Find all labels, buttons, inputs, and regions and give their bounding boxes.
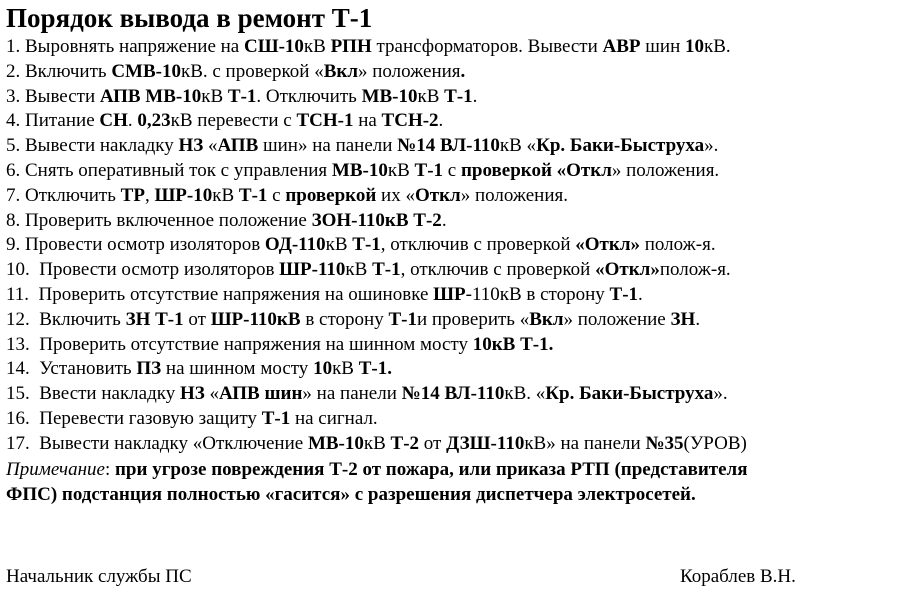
step-number: 13. xyxy=(6,333,30,355)
step-text-bold: АПВ МВ-10 xyxy=(99,85,202,107)
step-text-bold: ТР xyxy=(120,184,145,206)
step-text-bold: ТСН-1 xyxy=(296,110,354,132)
step-text-bold: ЗН Т-1 xyxy=(125,308,184,330)
step-text: . xyxy=(127,110,138,132)
note-label: Примечание xyxy=(6,458,105,480)
step-text-bold: ДЗШ-110 xyxy=(446,432,525,454)
step-number: 1. xyxy=(6,36,21,57)
step-text-bold: №14 ВЛ-110 xyxy=(401,383,505,405)
step-text: с xyxy=(267,184,286,206)
step-text: Проверить отсутствие напряжения на ошиновке xyxy=(38,283,434,305)
procedure-step xyxy=(6,258,906,283)
step-text: кВ» на панели xyxy=(524,432,646,454)
note-text-line-2: ФПС) подстанция полностью «гасится» с разрешения диспетчера электросетей. xyxy=(6,483,696,505)
step-number: 14. xyxy=(6,358,30,380)
step-text-bold: ПЗ xyxy=(136,358,162,380)
procedure-step xyxy=(6,209,906,234)
procedure-step xyxy=(6,283,906,308)
step-number: 12. xyxy=(6,308,30,330)
step-text: » положение xyxy=(563,308,671,330)
step-text: . xyxy=(638,283,643,305)
step-text: Провести осмотр изоляторов xyxy=(39,259,280,281)
signer-position: Начальник службы ПС xyxy=(6,566,192,587)
step-text: кВ перевести с xyxy=(170,110,297,132)
step-text: Ввести накладку xyxy=(39,383,180,405)
step-text-bold: РПН xyxy=(330,36,372,57)
step-text-bold: АПВ шин xyxy=(219,383,303,405)
step-text: « xyxy=(204,383,220,405)
step-text: на сигнал. xyxy=(290,407,378,429)
step-text: ». xyxy=(713,383,728,405)
step-number: 2. xyxy=(6,60,21,82)
step-text: Питание xyxy=(25,110,100,132)
step-text: шин» на панели xyxy=(258,135,398,157)
step-text-bold: Т-2 xyxy=(390,432,420,454)
step-text: , отключив с проверкой xyxy=(400,259,596,281)
step-text: кВ xyxy=(332,358,359,380)
procedure-step xyxy=(6,357,906,382)
step-text-bold: ОД-110 xyxy=(264,234,326,256)
step-text: кВ xyxy=(201,85,228,107)
step-text: кВ xyxy=(417,85,445,107)
step-text-bold: Вкл xyxy=(529,308,564,330)
step-text: Провести осмотр изоляторов xyxy=(25,234,265,256)
step-text-bold: Т-1. xyxy=(358,358,392,380)
step-number: 6. xyxy=(6,159,21,181)
step-text-bold: . xyxy=(460,60,466,82)
step-text: кВ xyxy=(212,184,239,206)
step-text: от xyxy=(183,308,211,330)
procedure-step xyxy=(6,308,906,333)
step-text-bold: Т-1 xyxy=(238,184,268,206)
step-text: и проверить « xyxy=(416,308,530,330)
step-text: кВ. с проверкой « xyxy=(180,60,324,82)
step-text-bold: Т-1 xyxy=(227,85,257,107)
note-text-line-1: при угрозе повреждения Т-2 от пожара, или приказа РТП (представителя xyxy=(114,458,748,480)
step-text-bold: ТСН-2 xyxy=(381,110,439,132)
step-text: на xyxy=(353,110,382,132)
step-text-bold: МВ-10 xyxy=(331,159,388,181)
step-text-bold: СМВ-10 xyxy=(111,60,181,82)
step-text-bold: Т-1 xyxy=(444,85,473,107)
procedure-step xyxy=(6,432,906,457)
step-text: полож-я. xyxy=(659,259,731,281)
procedure-steps-list xyxy=(6,35,906,457)
step-text: ». xyxy=(704,135,719,157)
step-text-bold: 10 xyxy=(313,358,333,380)
step-text: Перевести газовую защиту xyxy=(39,407,262,429)
step-text: кВ xyxy=(303,36,331,57)
document-title: Порядок вывода в ремонт Т-1 xyxy=(6,3,373,33)
procedure-step xyxy=(6,407,906,432)
step-text-bold: 10 xyxy=(685,36,704,57)
step-text: Установить xyxy=(39,358,137,380)
step-text: кВ xyxy=(325,234,353,256)
step-text: Включить xyxy=(39,308,126,330)
step-text-bold: 10кВ Т-1. xyxy=(472,333,554,355)
step-text: Отключить xyxy=(25,184,121,206)
note-block xyxy=(6,457,906,507)
procedure-step xyxy=(6,333,906,358)
step-number: 8. xyxy=(6,209,21,231)
step-text-bold: ШР xyxy=(433,283,466,305)
step-text-bold: МВ-10 xyxy=(307,432,364,454)
step-number: 11. xyxy=(6,283,30,305)
step-text-bold: №35 xyxy=(645,432,684,454)
step-text: на шинном мосту xyxy=(161,358,314,380)
procedure-step xyxy=(6,109,906,134)
step-text-bold: Т-1 xyxy=(414,159,444,181)
step-text-bold: СН xyxy=(99,110,128,132)
step-text-bold: Т-1 xyxy=(372,259,401,281)
step-text: Снять оперативный ток с управления xyxy=(25,159,332,181)
step-text-bold: Т-1 xyxy=(352,234,381,256)
step-text-bold: НЗ xyxy=(178,135,204,157)
step-number: 4. xyxy=(6,110,21,132)
step-number: 9. xyxy=(6,234,21,256)
step-text-bold: АВР xyxy=(602,36,641,57)
note-separator: : xyxy=(104,458,115,480)
step-text: (УРОВ) xyxy=(683,432,747,454)
step-text-bold: ШР-10 xyxy=(154,184,213,206)
step-text-bold: СШ-10 xyxy=(243,36,304,57)
step-text: трансформаторов. Вывести xyxy=(371,36,603,57)
step-text-bold: Кр. Баки-Быструха xyxy=(536,135,705,157)
step-text: » положения xyxy=(357,60,461,82)
step-text: Проверить отсутствие напряжения на шинном мосту xyxy=(39,333,473,355)
step-text-bold: проверкой xyxy=(285,184,377,206)
step-text: . xyxy=(438,110,444,132)
step-text: шин xyxy=(640,36,685,57)
step-text-bold: Кр. Баки-Быструха xyxy=(545,383,714,405)
procedure-step xyxy=(6,85,906,110)
step-text: кВ xyxy=(387,159,415,181)
step-text-bold: НЗ xyxy=(179,383,205,405)
step-text: Вывести xyxy=(25,85,100,107)
step-text: Вывести накладку xyxy=(25,135,179,157)
step-text: кВ « xyxy=(499,135,537,157)
procedure-step xyxy=(6,60,906,85)
step-text: . xyxy=(441,209,447,231)
step-text: -110кВ в сторону xyxy=(465,283,610,305)
step-text: кВ xyxy=(363,432,391,454)
step-text: . xyxy=(695,308,701,330)
step-text-bold: Вкл xyxy=(323,60,358,82)
procedure-step xyxy=(6,382,906,407)
step-text-bold: 0,23 xyxy=(137,110,171,132)
step-text: Вывести накладку «Отключение xyxy=(39,432,308,454)
step-text: » положения. xyxy=(460,184,568,206)
step-text: в сторону xyxy=(300,308,389,330)
step-text-bold: ЗОН-110кВ Т-2 xyxy=(311,209,442,231)
step-text: кВ. xyxy=(704,36,731,57)
step-text: » на панели xyxy=(302,383,402,405)
step-text-bold: МВ-10 xyxy=(361,85,418,107)
procedure-step xyxy=(6,233,906,258)
step-text: Включить xyxy=(25,60,112,82)
step-number: 10. xyxy=(6,259,30,281)
step-text: с xyxy=(443,159,461,181)
step-number: 3. xyxy=(6,85,21,107)
step-text: Выровнять напряжение на xyxy=(25,36,244,57)
step-text-bold: проверкой «Откл xyxy=(460,159,612,181)
signer-name: Кораблев В.Н. xyxy=(680,566,796,587)
step-text-bold: №14 ВЛ-110 xyxy=(397,135,500,157)
step-text-bold: ШР-110 xyxy=(279,259,346,281)
step-text: . xyxy=(472,85,478,107)
step-number: 5. xyxy=(6,135,21,157)
step-text: » положения. xyxy=(611,159,720,181)
step-text: , xyxy=(144,184,155,206)
step-number: 7. xyxy=(6,184,21,206)
procedure-step xyxy=(6,134,906,159)
step-text: Проверить включенное положение xyxy=(25,209,312,231)
procedure-step xyxy=(6,35,906,60)
step-text: от xyxy=(419,432,447,454)
step-number: 16. xyxy=(6,407,30,429)
step-text-bold: Т-1 xyxy=(388,308,417,330)
step-text: кВ xyxy=(345,259,373,281)
step-text-bold: ЗН xyxy=(670,308,696,330)
step-number: 17. xyxy=(6,432,30,454)
step-text-bold: «Откл» xyxy=(595,259,660,281)
step-text: , отключив с проверкой xyxy=(380,234,576,256)
step-text: . Отключить xyxy=(256,85,362,107)
procedure-step xyxy=(6,184,906,209)
step-text-bold: АПВ xyxy=(217,135,259,157)
step-text-bold: Откл xyxy=(414,184,461,206)
step-text-bold: Т-1 xyxy=(609,283,639,305)
step-text-bold: Т-1 xyxy=(261,407,291,429)
step-text-bold: «Откл» xyxy=(575,234,640,256)
step-number: 15. xyxy=(6,383,30,405)
procedure-step xyxy=(6,159,906,184)
step-text-bold: ШР-110кВ xyxy=(210,308,301,330)
step-text: кВ. « xyxy=(504,383,546,405)
step-text: полож-я. xyxy=(640,234,716,256)
step-text: « xyxy=(203,135,218,157)
step-text: их « xyxy=(376,184,415,206)
